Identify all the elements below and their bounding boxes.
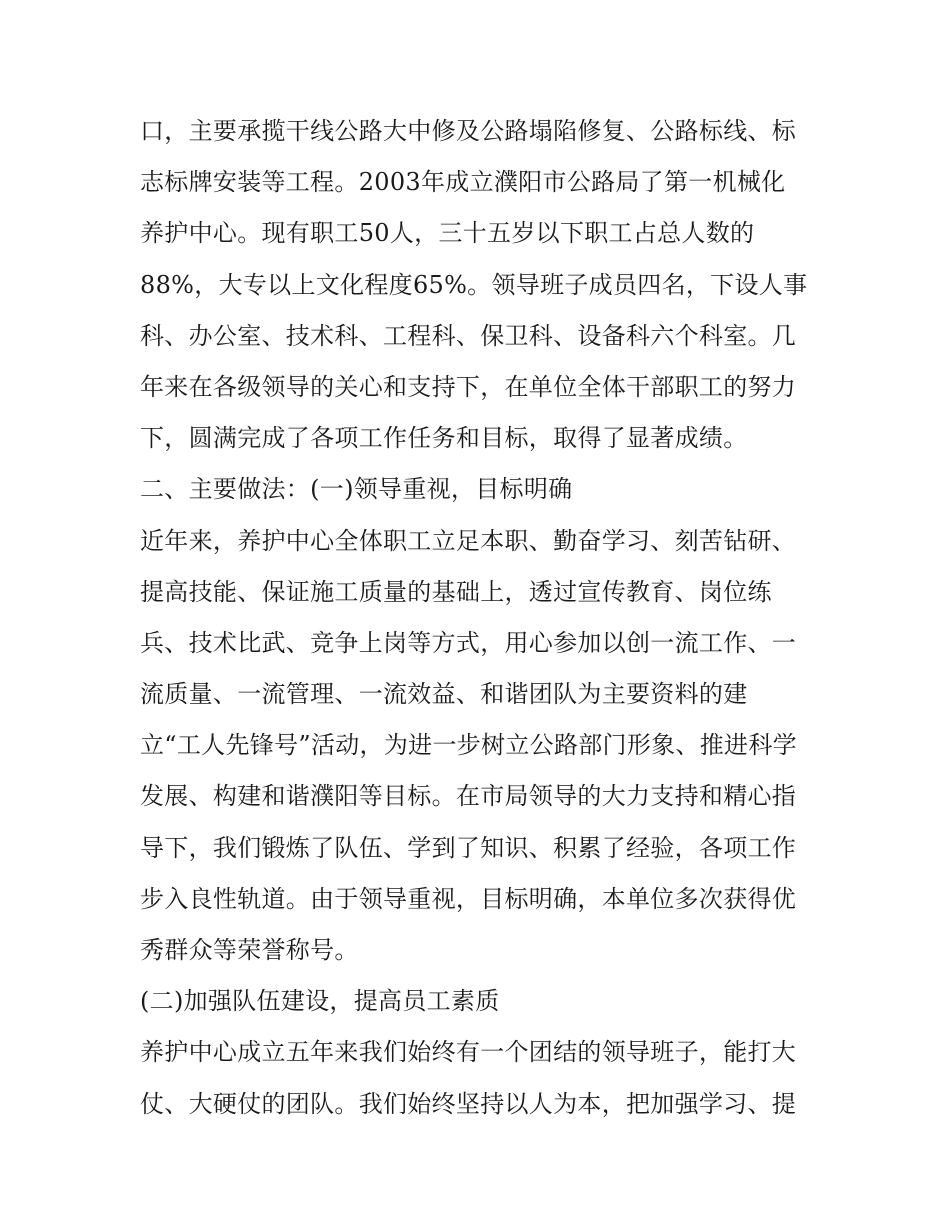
text-line: 下，圆满完成了各项工作任务和目标，取得了显著成绩。 — [140, 424, 748, 453]
text-line: 88%，大专以上文化程度65%。领导班子成员四名，下设人事 — [140, 270, 808, 299]
subsection-heading: (二)加强队伍建设，提高员工素质 — [140, 987, 500, 1016]
text-line: 养护中心。现有职工50人，三十五岁以下职工占总人数的 — [140, 219, 755, 248]
text-line: 养护中心成立五年来我们始终有一个团结的领导班子，能打大 — [140, 1038, 797, 1067]
text-line: 兵、技术比武、竞争上岗等方式，用心参加以创一流工作、一 — [140, 628, 797, 657]
document-body — [140, 106, 820, 1130]
text-line: 仗、大硬仗的团队。我们始终坚持以人为本，把加强学习、提 — [140, 1089, 797, 1118]
section-heading: 二、主要做法：(一)领导重视，目标明确 — [140, 475, 573, 504]
text-line: 近年来，养护中心全体职工立足本职、勤奋学习、刻苦钻研、 — [140, 526, 797, 555]
text-line: 口，主要承揽干线公路大中修及公路塌陷修复、公路标线、标 — [140, 117, 797, 145]
text-line: 导下，我们锻炼了队伍、学到了知识、积累了经验，各项工作 — [140, 833, 797, 862]
text-line: 流质量、一流管理、一流效益、和谐团队为主要资料的建 — [140, 680, 748, 709]
text-line: 提高技能、保证施工质量的基础上，透过宣传教育、岗位练 — [140, 577, 772, 606]
text-line: 志标牌安装等工程。2003年成立濮阳市公路局了第一机械化 — [140, 168, 786, 197]
text-line: 步入良性轨道。由于领导重视，目标明确，本单位多次获得优 — [140, 884, 797, 913]
text-line: 立“工人先锋号”活动，为进一步树立公路部门形象、推进科学 — [140, 731, 797, 760]
text-line: 科、办公室、技术科、工程科、保卫科、设备科六个科室。几 — [140, 321, 797, 350]
text-line: 发展、构建和谐濮阳等目标。在市局领导的大力支持和精心指 — [140, 782, 797, 811]
text-line: 年来在各级领导的关心和支持下，在单位全体干部职工的努力 — [140, 372, 797, 401]
text-line: 秀群众等荣誉称号。 — [140, 936, 359, 964]
